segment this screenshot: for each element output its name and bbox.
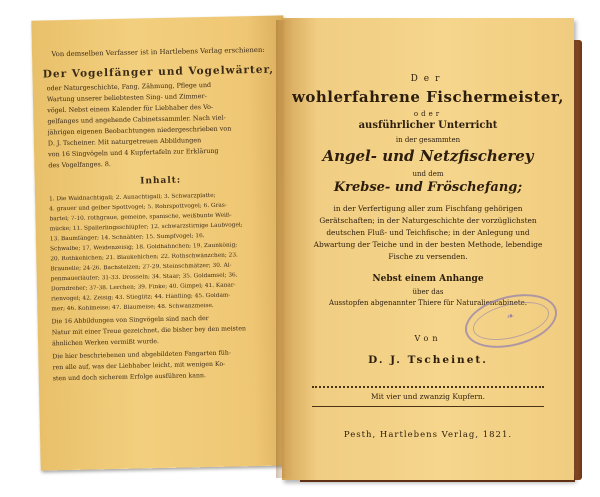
left-body-line: jährigen eigenen Beobachtungen niedergeschrieben von	[47, 124, 232, 137]
book-gutter	[276, 20, 292, 478]
description-line: deutschen Fluß- und Teichfische; in der Anlegung und	[326, 228, 530, 237]
plates-note: Mit vier und zwanzig Kupfern.	[371, 392, 485, 401]
contents-label: Inhalt:	[140, 175, 182, 187]
contents-line: mer; 46. Kohlmeise; 47. Blaumeise; 48. Schwanzmeise.	[51, 302, 214, 313]
contents-line: Dorndreher; 37-38. Lerchen; 39. Finke; 40. Gimpel; 41. Kanar-	[50, 282, 236, 293]
contents-line: mücke; 11. Spallerlingsschlüpfer; 12. schwarzstirnige Laubvogel;	[49, 222, 243, 233]
library-stamp: ❧	[459, 285, 562, 356]
contents-line: 4. grauer und gelber Spottvogel; 5. Rohrspottvogel; 6. Gras-	[49, 202, 227, 213]
contents-line: Natur mit einer Treue gezeichnet, die bisher bey den meisten	[51, 325, 247, 337]
contents-line: Die 16 Abbildungen von Singvögeln sind nach der	[51, 315, 209, 326]
contents-line: Braunelle; 24-26. Bachstelzen; 27-29. Steinschmätzer; 30. Al-	[50, 262, 232, 273]
left-body-line: von 16 Singvögeln und 4 Kupfertafeln zur Erklärung	[48, 146, 219, 159]
left-heading: Von demselben Verfasser ist in Hartlebens Verlag erschienen:	[51, 45, 265, 59]
title-in: in der gesammten	[395, 136, 461, 144]
contents-line: penmauerläufer; 31-33. Drosseln; 34. Staar; 35. Goldamsel; 36.	[50, 272, 238, 283]
left-body-line: vögel. Nebst einem Kalender für Liebhaber des Vo-	[47, 102, 214, 115]
contents-line: Die hier beschriebenen und abgebildeten Fangarten füh-	[52, 349, 232, 361]
appendix-heading: Nebst einem Anhange	[372, 274, 484, 284]
left-body-line: D. J. Tscheiner. Mit naturgetreuen Abbildungen	[47, 136, 202, 148]
left-body-line: oder Naturgeschichte, Fang, Zähmung, Pflege und	[46, 80, 212, 93]
main-subject-1: Angel- und Netzfischerey	[322, 147, 534, 165]
contents-line: rienvogel; 42. Zeisig; 43. Stieglitz; 44. Hänfling; 45. Goldam-	[51, 292, 231, 303]
main-title: wohlerfahrene Fischermeister,	[291, 88, 564, 106]
top-dotted-rule	[312, 386, 544, 388]
author: D. J. Tscheinet.	[368, 354, 488, 366]
bottom-rule	[312, 406, 544, 407]
description-line: Abwartung der Teiche und in der besten Methode, lebendige	[313, 240, 543, 249]
left-body-line: gelfanges und angehende Cabinetssammler. Nach viel-	[47, 113, 226, 126]
title-oder: oder	[413, 110, 443, 118]
contents-line: 1. Die Waldnachtigall; 2. Aunachtigall; 3. Schwarzplatte;	[48, 192, 216, 203]
subtitle: ausführlicher Unterricht	[358, 120, 498, 131]
left-body-line: des Vogelfanges. 8.	[48, 160, 112, 170]
left-page	[31, 15, 292, 470]
appendix-uber: über das	[412, 288, 444, 296]
contents-line: ren alle auf, was der Liebhaber leicht, mit wenigen Ko-	[52, 360, 226, 372]
von-label: Von	[414, 334, 442, 343]
appendix-text: Ausstopfen abgenannter Thiere für Naturaliencabinete.	[328, 299, 528, 307]
imprint: Pesth, Hartlebens Verlag, 1821.	[343, 430, 513, 440]
contents-line: bartel; 7-10. rothgraue, gemeine, spanische, weißbunte Weiß-	[49, 212, 232, 223]
contents-line: sten und doch sicherem Erfolge ausführen kann.	[52, 372, 206, 383]
description-line: Gerätschaften; in der Naturgeschichte der vorzüglichsten	[319, 216, 537, 225]
title-der: Der	[410, 74, 446, 84]
title-und: und dem	[412, 170, 444, 178]
left-body-line: Wartung unserer beliebtesten Sing- und Zimmer-	[46, 92, 207, 104]
contents-line: 13. Baumfänger; 14. Schnäbler; 15. Sumpfvogel; 16.	[49, 233, 205, 243]
description-line: in der Verfertigung aller zum Fischfang gehörigen	[333, 204, 523, 213]
description-line: Fische zu versenden.	[388, 252, 468, 261]
contents-line: 20. Rothkehlchen; 21. Blaukehlchen; 22. Rothschwänzchen; 23.	[50, 252, 238, 263]
contents-line: Schwalbe; 17. Weidenzeisig; 18. Goldhähnchen; 19. Zaunkönig;	[50, 242, 238, 253]
right-page	[282, 18, 574, 480]
contents-line: ähnlichen Werken vermißt wurde.	[52, 338, 160, 348]
main-subject-2: Krebse- und Fröschefang;	[333, 180, 523, 195]
left-title: Der Vogelfänger und Vogelwärter,	[42, 63, 275, 81]
